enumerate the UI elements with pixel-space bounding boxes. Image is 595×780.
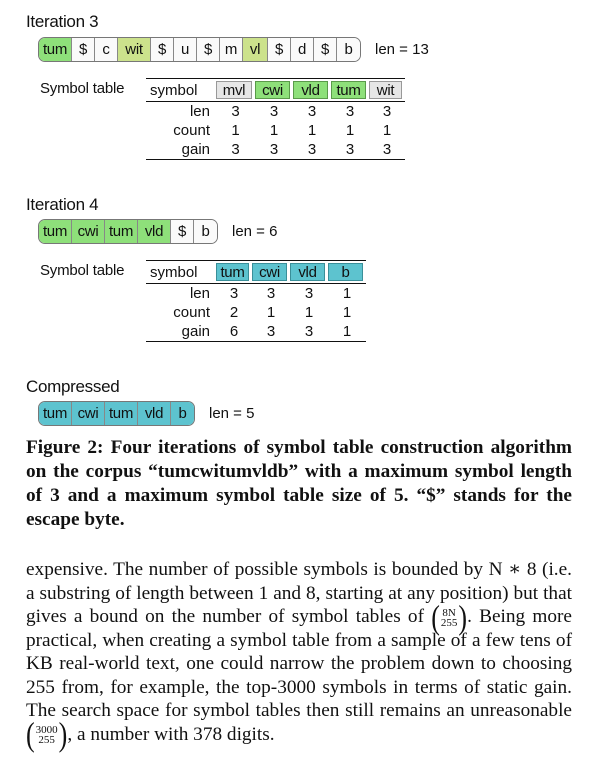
table-cell: 3: [345, 103, 355, 120]
table-row: [146, 322, 366, 342]
table-row: [146, 303, 366, 322]
body-text-4: , a number with 378 digits.: [67, 723, 275, 745]
iteration-4-symbol-table-label: Symbol table: [40, 262, 125, 279]
table-cell: 1: [342, 323, 352, 340]
iteration-3-token-row: [38, 37, 429, 62]
table-cell: 1: [304, 304, 314, 321]
body-text-2: N ∗ 8 (i.e. a substring of length between 1 and 8, starting at any position) but that gives a bound on the number of symbol tables of: [26, 559, 573, 627]
token: cwi: [72, 220, 105, 243]
token: u: [174, 38, 197, 61]
table-cell: 3: [229, 285, 239, 302]
table-cell: 3: [231, 141, 240, 158]
table-cell: 3: [231, 103, 240, 120]
token: d: [291, 38, 314, 61]
table-cell: 3: [304, 285, 314, 302]
compressed-len-label: len = 5: [209, 405, 255, 422]
compressed-tokens: [38, 401, 195, 426]
table-cell: 3: [345, 141, 355, 158]
table-cell: 6: [229, 323, 239, 340]
token: m: [220, 38, 243, 61]
row-label: gain: [181, 323, 210, 340]
symbol-cell: cwi: [252, 263, 287, 281]
symbol-cell: mvl: [216, 81, 252, 99]
symbol-table-header-row: [146, 78, 405, 102]
binomial-3000-255: ( 3000 255 ): [26, 715, 68, 754]
table-row: [146, 102, 405, 121]
table-cell: 3: [382, 103, 392, 120]
figure-caption: Figure 2: Four iterations of symbol table construction algorithm on the corpus “tumcwitumvldb” with a maximum symbol length of 3 and a maximum symbol table size of 5. “$” stands for the escape byte.: [26, 437, 572, 530]
compressed-token-row: [38, 401, 254, 426]
token: wit: [118, 38, 151, 61]
token: $: [197, 38, 220, 61]
token: c: [95, 38, 118, 61]
row-label: len: [189, 285, 210, 302]
symbol-cell: tum: [331, 81, 366, 99]
table-row: [146, 284, 366, 303]
table-cell: 3: [382, 141, 392, 158]
token: vld: [138, 220, 171, 243]
symbol-cell: tum: [216, 263, 249, 281]
token: tum: [39, 220, 72, 243]
token: vl: [243, 38, 268, 61]
binom2-bottom: 255: [38, 734, 55, 747]
symbol-cell: vld: [293, 81, 328, 99]
table-cell: 3: [307, 103, 317, 120]
token: tum: [105, 402, 138, 425]
token: $: [151, 38, 174, 61]
iteration-3-tokens: [38, 37, 361, 62]
table-row: [146, 121, 405, 140]
table-cell: 3: [269, 141, 279, 158]
table-cell: 2: [229, 304, 239, 321]
token: $: [72, 38, 95, 61]
table-cell: 1: [342, 304, 352, 321]
iteration-4-token-row: [38, 219, 277, 244]
iteration-3-symbol-table-label: Symbol table: [40, 80, 125, 97]
row-label: count: [173, 122, 210, 139]
table-cell: 1: [342, 285, 352, 302]
token: tum: [105, 220, 138, 243]
table-cell: 3: [307, 141, 317, 158]
symbol-header-label: symbol: [150, 81, 198, 99]
symbol-header-label: symbol: [150, 263, 198, 281]
symbol-table-header-row: [146, 260, 366, 284]
binomial-8n-255: ( 8N 255 ): [431, 598, 468, 636]
binom1-bottom: 255: [440, 616, 458, 629]
table-cell: 1: [307, 122, 317, 139]
token: b: [337, 38, 360, 61]
token: b: [171, 402, 194, 425]
table-cell: 1: [382, 122, 392, 139]
table-cell: 1: [266, 304, 276, 321]
token: b: [194, 220, 217, 243]
token: vld: [138, 402, 171, 425]
iteration-4-len-label: len = 6: [232, 223, 278, 240]
binom2-top: 3000: [35, 724, 58, 737]
table-row: [146, 140, 405, 160]
table-cell: 3: [269, 103, 279, 120]
table-cell: 1: [269, 122, 279, 139]
row-label: len: [189, 103, 210, 120]
compressed-title: Compressed: [26, 377, 120, 396]
binom1-top: 8N: [442, 606, 456, 619]
symbol-cell: wit: [369, 81, 402, 99]
iteration-3-symbol-table: [146, 78, 405, 160]
body-paragraph: [26, 558, 573, 754]
table-cell: 3: [266, 285, 276, 302]
iteration-3-title: Iteration 3: [26, 12, 99, 31]
symbol-cell: vld: [290, 263, 325, 281]
table-cell: 1: [231, 122, 240, 139]
row-label: gain: [181, 141, 210, 158]
iteration-4-title: Iteration 4: [26, 195, 99, 214]
symbol-cell: b: [328, 263, 363, 281]
table-cell: 1: [345, 122, 355, 139]
iteration-4-symbol-table: [146, 260, 366, 342]
row-label: count: [173, 304, 210, 321]
body-text-1: expensive. The number of possible symbols is bounded by: [26, 559, 484, 580]
token: $: [171, 220, 194, 243]
token: $: [268, 38, 291, 61]
table-cell: 3: [266, 323, 276, 340]
token: tum: [39, 38, 72, 61]
table-cell: 3: [304, 323, 314, 340]
token: tum: [39, 402, 72, 425]
token: cwi: [72, 402, 105, 425]
body-text-3: . Being more practical, when creating a symbol table from a sample of a few tens of KB real-world text, one could narrow the problem down to choosing 255 from, for example, the top-3000 symbols in terms of static gain. The search space for symbol tables then still remains an unreasonable: [26, 606, 572, 721]
token: $: [314, 38, 337, 61]
iteration-4-tokens: [38, 219, 218, 244]
iteration-3-len-label: len = 13: [375, 41, 429, 58]
symbol-cell: cwi: [255, 81, 290, 99]
